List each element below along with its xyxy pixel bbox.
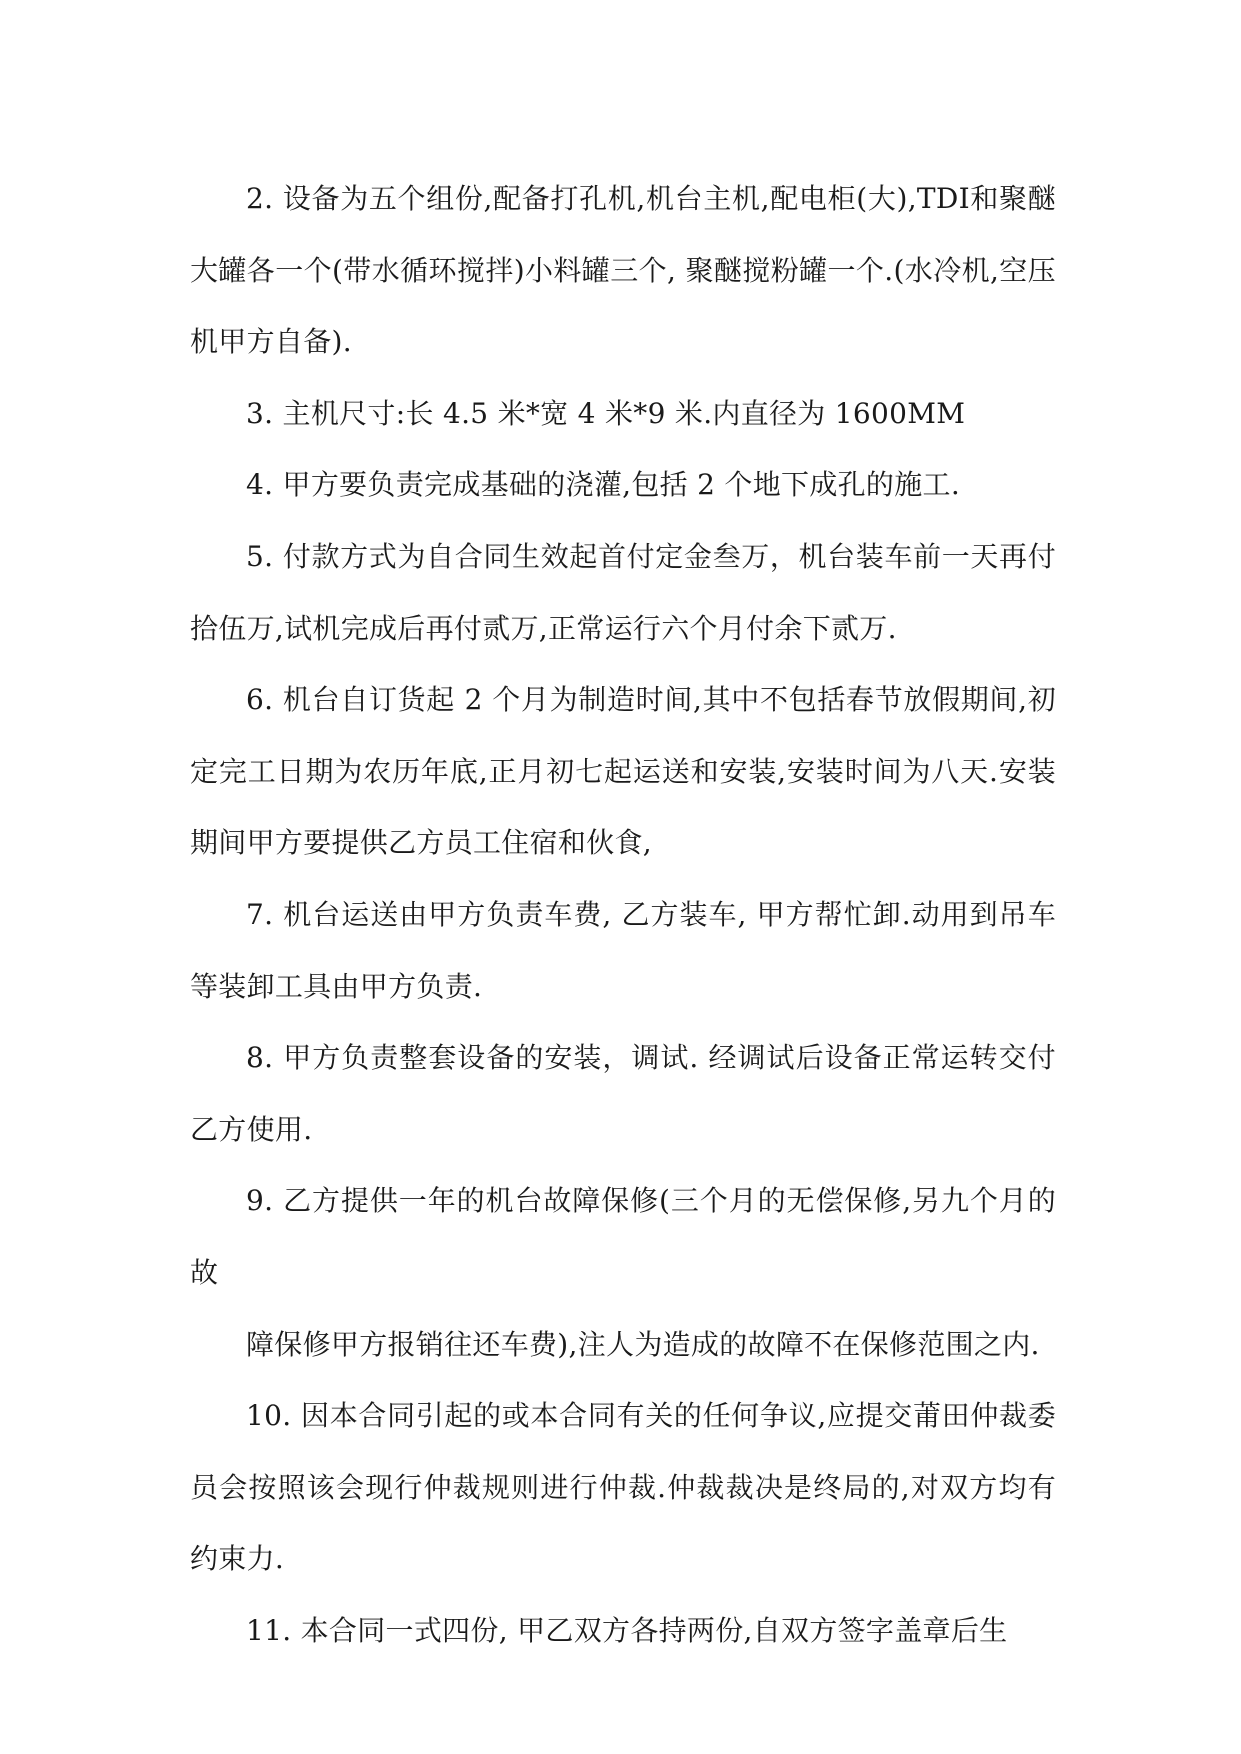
clause-2 [190, 163, 1056, 378]
clause-10 [190, 1380, 1056, 1595]
clause-2-text: 2. 设备为五个组份,配备打孔机,机台主机,配电柜(大),TDI和聚醚大罐各一个(带水循环搅拌)小料罐三个, 聚醚搅粉罐一个.(水冷机,空压机甲方自备). [190, 182, 1056, 359]
clause-11-text: 11. 本合同一式四份, 甲乙双方各持两份,自双方签字盖章后生 [246, 1613, 1008, 1647]
document-body [190, 163, 1056, 1666]
clause-3 [190, 378, 1056, 450]
clause-9-text: 9. 乙方提供一年的机台故障保修(三个月的无偿保修,另九个月的故 [190, 1184, 1056, 1289]
clause-3-text: 3. 主机尺寸:长 4.5 米*宽 4 米*9 米.内直径为 1600MM [246, 396, 966, 430]
clause-7-text: 7. 机台运送由甲方负责车费, 乙方装车, 甲方帮忙卸.动用到吊车等装卸工具由甲方负责. [190, 897, 1056, 1003]
clause-9-continuation [190, 1309, 1056, 1381]
clause-9 [190, 1165, 1056, 1308]
clause-4-text: 4. 甲方要负责完成基础的浇灌,包括 2 个地下成孔的施工. [246, 468, 961, 502]
clause-5 [190, 521, 1056, 664]
clause-6 [190, 664, 1056, 879]
clause-7 [190, 879, 1056, 1022]
clause-6-text: 6. 机台自订货起 2 个月为制造时间,其中不包括春节放假期间,初定完工日期为农历年底,正月初七起运送和安装,安装时间为八天.安装期间甲方要提供乙方员工住宿和伙食, [190, 683, 1056, 860]
clause-8-text: 8. 甲方负责整套设备的安装，调试. 经调试后设备正常运转交付乙方使用. [190, 1041, 1056, 1146]
clause-11 [190, 1595, 1056, 1667]
clause-8 [190, 1022, 1056, 1165]
clause-4 [190, 449, 1056, 521]
clause-10-text: 10. 因本合同引起的或本合同有关的任何争议,应提交莆田仲裁委员会按照该会现行仲裁规则进行仲裁.仲裁裁决是终局的,对双方均有约束力. [190, 1399, 1056, 1576]
clause-5-text: 5. 付款方式为自合同生效起首付定金叁万，机台装车前一天再付拾伍万,试机完成后再付贰万,正常运行六个月付余下贰万. [190, 539, 1056, 645]
clause-9-continuation-text: 障保修甲方报销往还车费),注人为造成的故障不在保修范围之内. [246, 1327, 1040, 1361]
